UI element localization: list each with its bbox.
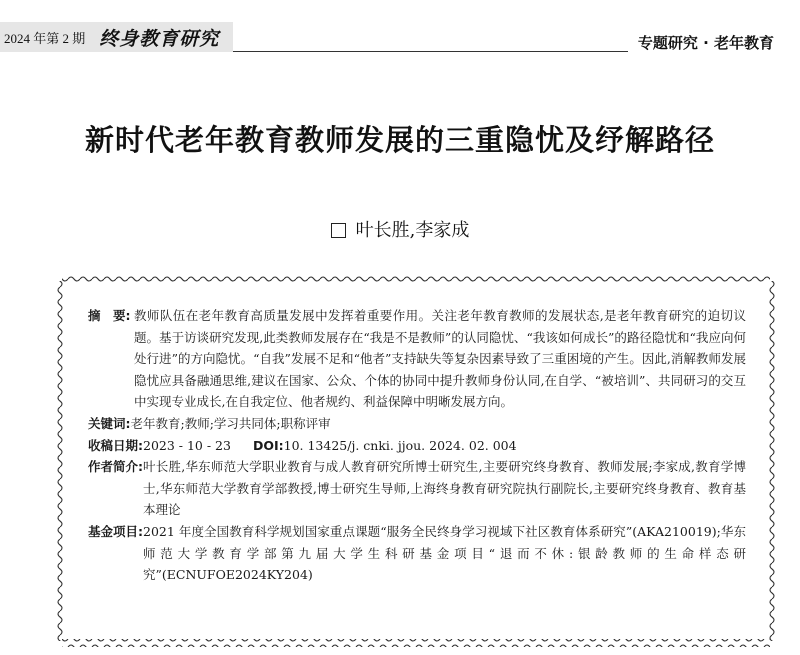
author-names: 叶长胜,李家成 <box>355 220 470 241</box>
funding-label: 基金项目: <box>88 523 143 539</box>
author-bio-text: 叶长胜,华东师范大学职业教育与成人教育研究所博士研究生,主要研究终身教育、教师发展;李家成,教育学博士,华东师范大学教育学部教授,博士研究生导师,上海终身教育研究院执行副院长,主要研究终身教育、教育基本理论 <box>143 459 746 518</box>
issue-tab <box>0 22 233 52</box>
keywords-text: 老年教育;教师;学习共同体;职称评审 <box>130 415 331 431</box>
funding-row <box>88 521 746 586</box>
keywords-row <box>88 413 746 435</box>
issue-number: 2024 年第 2 期 <box>4 30 86 46</box>
abstract-block <box>88 305 746 586</box>
doi-value: 10. 13425/j. cnki. jjou. 2024. 02. 004 <box>283 437 517 453</box>
received-text <box>143 435 746 457</box>
abstract-row <box>88 305 746 413</box>
doi-label: DOI: <box>252 437 284 453</box>
funding-text: 2021 年度全国教育科学规划国家重点课题“服务全民终身学习视域下社区教育体系研究”(AKA210019);华东师范大学教育学部第九届大学生科研基金项目“退而不休:银龄教师的生命样态研究”(ECNUFOE2024KY204) <box>143 523 746 583</box>
header-rule <box>233 51 628 52</box>
running-header <box>0 0 800 60</box>
journal-name: 终身教育研究 <box>99 27 220 50</box>
abstract-text: 教师队伍在老年教育高质量发展中发挥着重要作用。关注老年教育教师的发展状态,是老年教育研究的迫切议题。基于访谈研究发现,此类教师发展存在“我是不是教师”的认同隐忧、“我该如何成长”的路径隐忧和“我应向何处行进”的方向隐忧。“自我”发展不足和“他者”支持缺失等复杂因素导致了三重困境的产生。因此,消解教师发展隐忧应具备融通思维,建议在国家、公众、个体的协同中提升教师身份认同,在自学、“被培训”、共同研习的交互中实现专业成长,在自我定位、他者规约、利益保障中明晰发展方向。 <box>134 308 746 410</box>
received-date: 2023 - 10 - 23 <box>143 437 231 453</box>
author-bio-row <box>88 456 746 521</box>
article-title: 新时代老年教育教师发展的三重隐忧及纾解路径 <box>84 123 715 157</box>
abstract-label: 摘 要: <box>88 308 131 323</box>
received-row <box>88 435 746 457</box>
author-bio-label: 作者简介: <box>88 459 143 475</box>
keywords-label: 关键词: <box>88 415 131 431</box>
received-label: 收稿日期: <box>88 437 143 453</box>
column-name: 专题研究 · 老年教育 <box>637 34 774 52</box>
author-line <box>0 216 800 242</box>
author-box-icon <box>331 223 346 238</box>
